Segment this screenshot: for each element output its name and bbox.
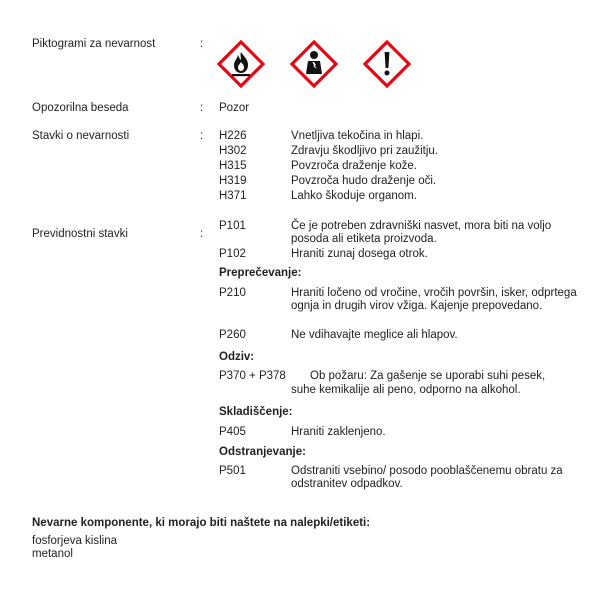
hazard-code: H302	[219, 145, 247, 157]
precaution-code: P405	[219, 426, 246, 438]
components-heading: Nevarne komponente, ki morajo biti naštete na nalepki/etiketi:	[32, 517, 371, 529]
precaution-text: suhe kemikalije ali peno, odporno na alkohol.	[291, 384, 521, 396]
precaution-code: P501	[219, 465, 246, 477]
pictograms-label: Piktogrami za nevarnost	[32, 38, 156, 50]
hazard-code: H319	[219, 175, 247, 187]
health-hazard-icon	[290, 40, 338, 88]
exclamation-mark-icon	[363, 40, 411, 88]
precautionary-colon: :	[200, 228, 204, 240]
precaution-code: P102	[219, 248, 246, 260]
hazard-text: Vnetljiva tekočina in hlapi.	[291, 130, 424, 142]
signal-word-colon: :	[200, 102, 204, 114]
precaution-text: Hraniti zunaj dosega otrok.	[291, 248, 428, 260]
hazard-code: H315	[219, 160, 247, 172]
hazard-text: Lahko škoduje organom.	[291, 190, 417, 202]
pictograms-colon: :	[200, 38, 204, 50]
component-item: fosforjeva kislina	[32, 535, 118, 547]
precaution-code: P101	[219, 220, 246, 232]
prevention-heading: Preprečevanje:	[219, 267, 302, 279]
component-item: metanol	[32, 548, 73, 560]
precaution-text: Če je potreben zdravniški nasvet, mora biti na voljo posoda ali etiketa proizvoda.	[291, 220, 552, 245]
hazard-statements-colon: :	[200, 130, 204, 142]
disposal-heading: Odstranjevanje:	[219, 446, 306, 458]
signal-word-value: Pozor	[219, 102, 250, 114]
flame-icon	[217, 40, 265, 88]
precaution-code: P260	[219, 329, 246, 341]
storage-heading: Skladiščenje:	[219, 406, 293, 418]
precaution-code: P210	[219, 287, 246, 299]
signal-word-label: Opozorilna beseda	[32, 102, 129, 114]
precaution-text: Hraniti zaklenjeno.	[291, 426, 386, 438]
response-heading: Odziv:	[219, 351, 255, 363]
precaution-text: Hraniti ločeno od vročine, vročih površin, isker, odprtega ognja in drugih virov vžiga. Kajenje prepovedano.	[291, 287, 577, 312]
hazard-code: H371	[219, 190, 247, 202]
precaution-text: Ne vdihavajte meglice ali hlapov.	[291, 329, 458, 341]
hazard-text: Povzroča draženje kože.	[291, 160, 417, 172]
precaution-text: Ob požaru: Za gašenje se uporabi suhi pesek,	[310, 370, 546, 382]
hazard-text: Povzroča hudo draženje oči.	[291, 175, 437, 187]
hazard-statements-label: Stavki o nevarnosti	[32, 130, 130, 142]
hazard-code: H226	[219, 130, 247, 142]
precaution-text: Odstraniti vsebino/ posodo pooblaščenemu obratu za odstranitev odpadkov.	[291, 465, 563, 490]
precautionary-label: Previdnostni stavki	[32, 228, 128, 240]
precaution-code: P370 + P378	[219, 370, 286, 382]
hazard-text: Zdravju škodljivo pri zaužitju.	[291, 145, 439, 157]
